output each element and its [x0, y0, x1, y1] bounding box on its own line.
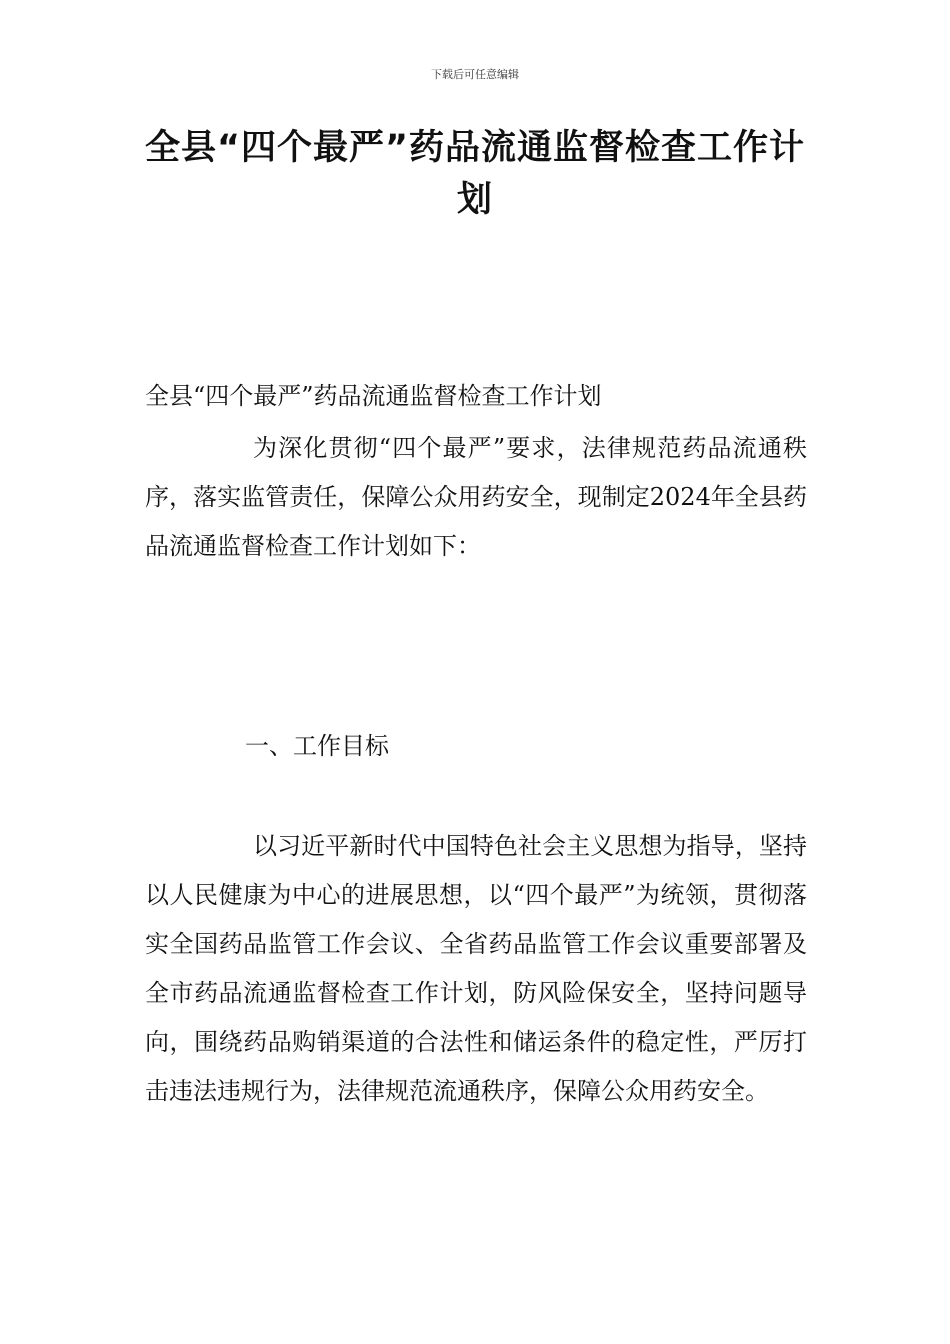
document-title: 全县“四个最严”药品流通监督检查工作计划: [144, 128, 805, 220]
document-subtitle: 全县“四个最严”药品流通监督检查工作计划: [145, 382, 602, 410]
intro-paragraph: 为深化贯彻“四个最严”要求，法律规范药品流通秩序，落实监管责任，保障公众用药安全，现制定2024年全县药品流通监督检查工作计划如下：: [145, 434, 807, 560]
section-heading-goals: 一、工作目标: [245, 732, 389, 760]
goals-paragraph: 以习近平新时代中国特色社会主义思想为指导，坚持以人民健康为中心的进展思想，以“四个最严”为统领，贯彻落实全国药品监管工作会议、全省药品监管工作会议重要部署及全市药品流通监督检查工作计划，防风险保安全，坚持问题导向，围绕药品购销渠道的合法性和储运条件的稳定性，严厉打击违法违规行为，法律规范流通秩序，保障公众用药安全。: [145, 832, 807, 1105]
header-note: 下载后可任意编辑: [431, 68, 519, 81]
